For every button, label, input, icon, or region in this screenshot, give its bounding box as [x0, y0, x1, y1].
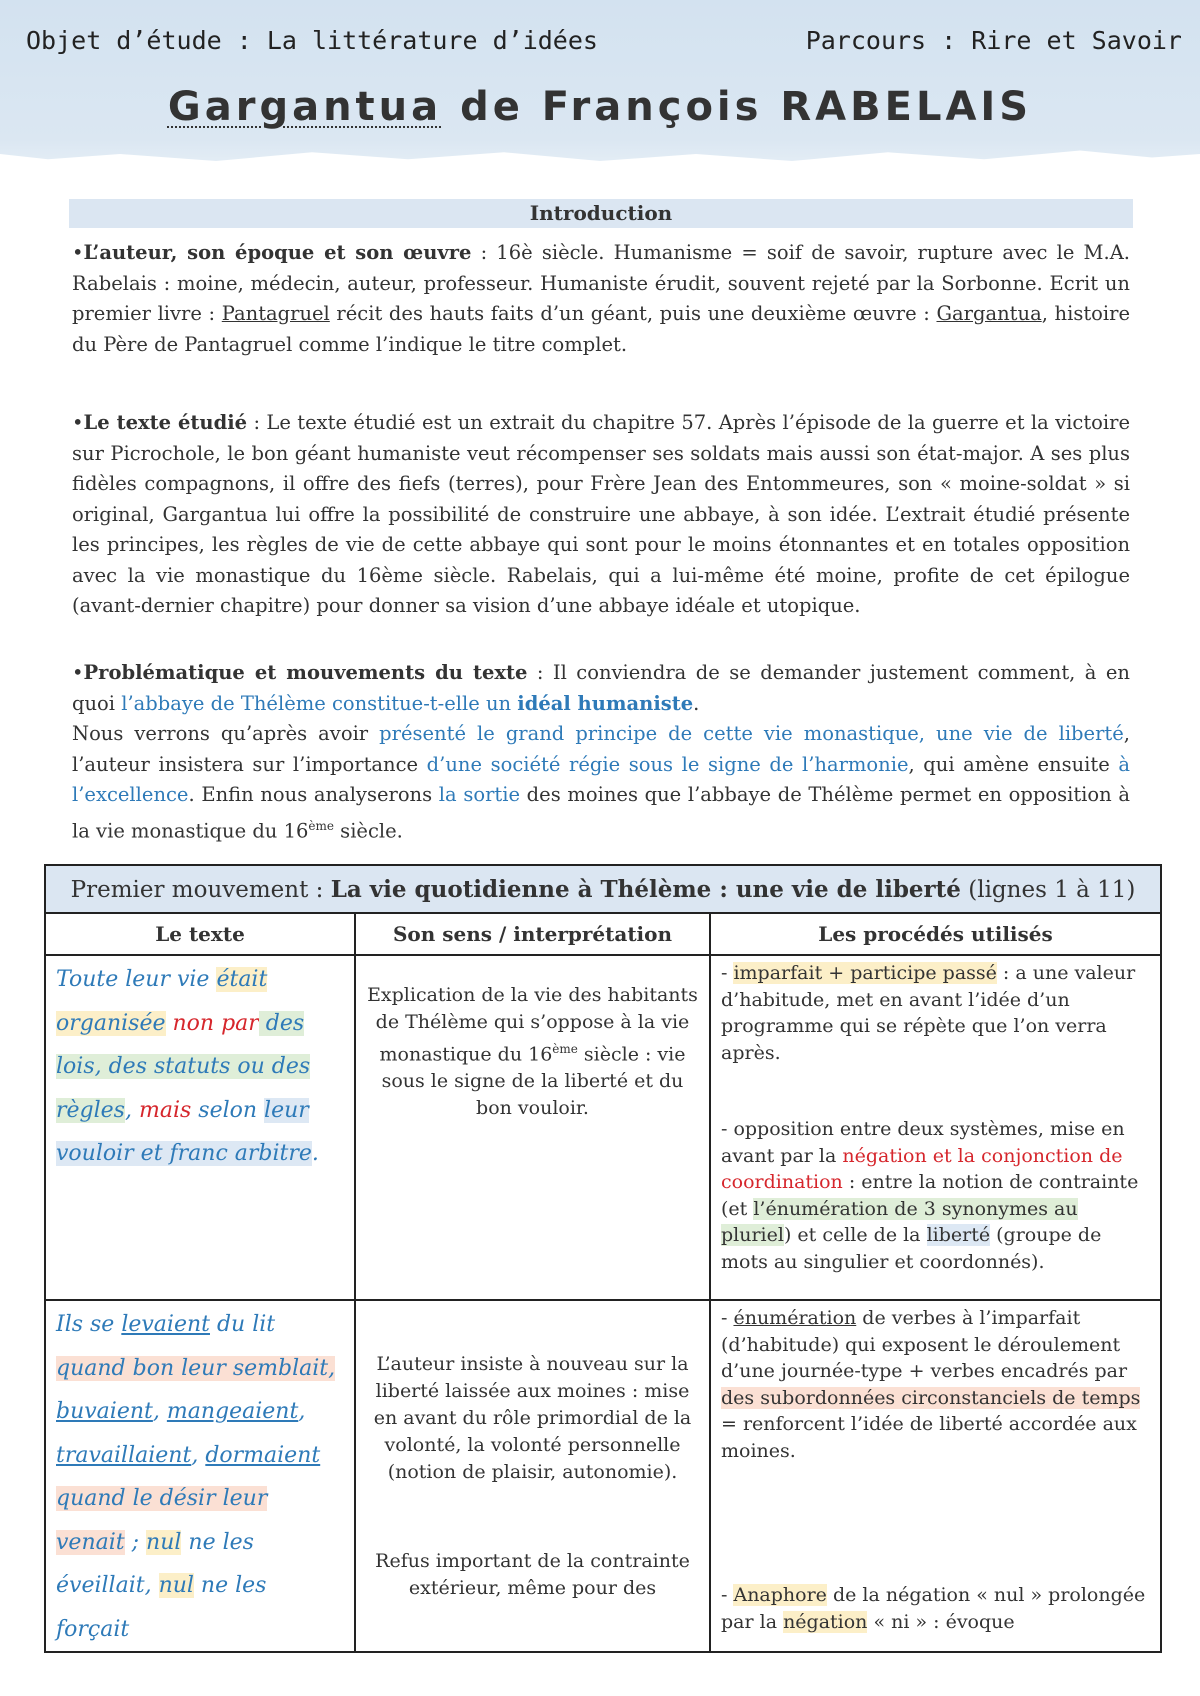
t2r: nul	[158, 1573, 194, 1598]
t2b: levaient	[121, 1312, 210, 1337]
t1e: non par	[172, 1010, 259, 1036]
text-heading: Le texte étudié	[83, 411, 248, 434]
title-author: de François RABELAIS	[460, 84, 1033, 130]
table-row	[45, 1300, 1161, 1652]
t2f: ,	[152, 1399, 167, 1424]
author-text-1: : 16è siècle. Humanisme = soif de savoir, rupture avec le M.A. Rabelais : moine, médecin, auteur, professeur. Humaniste érudit, souvent rejeté par la Sorbonne. Ecrit un premier livre :	[72, 241, 1130, 325]
r2-sens-2: Refus important de la contrainte extérieur, même pour des	[375, 1550, 690, 1599]
t1i: ,	[124, 1097, 139, 1123]
t1k: selon	[191, 1097, 265, 1123]
t1d	[166, 1011, 173, 1036]
t1l: leur	[264, 1097, 309, 1123]
column-header-procedes: Les procédés utilisés	[710, 913, 1161, 955]
problematique-paragraph: •Problématique et mouvements du texte : Il conviendra de se demander justement comment, à en quoi l’abbaye de Thélème constitue-t-elle un idéal humaniste. Nous verrons qu’après avoir présenté le grand principe de cette vie monastique, une vie de liberté, l’auteur insistera sur l’importance d’une société régie sous le signe de l’harmonie, qui amène ensuite à l’excellence. Enfin nous analyserons la sortie des moines que l’abbaye de Thélème permet en opposition à la vie monastique du 16ème siècle.	[72, 661, 1130, 842]
t2n: ;	[124, 1529, 147, 1555]
book-gargantua: Gargantua	[936, 302, 1042, 325]
p1h: ) et celle de la	[783, 1224, 927, 1246]
table-row	[45, 955, 1161, 1300]
caption-lines: (lignes 1 à 11)	[960, 876, 1136, 903]
t2p: ne les	[181, 1529, 254, 1555]
p2f: -	[721, 1584, 734, 1606]
t2i: travaillaient	[56, 1442, 192, 1468]
p2c: de verbes à l’imparfait (d’habitude) qui exposent le déroulement d’une journée-type + verbes encadrés par	[721, 1307, 1128, 1382]
p2a: -	[721, 1307, 734, 1329]
prob-text-4: , l’auteur insistera sur l’importance	[72, 722, 1130, 776]
title-work: Gargantua	[167, 84, 443, 130]
row2-text	[45, 1300, 355, 1652]
prob-text-1: : Il conviendra de se demander justement comment, à en quoi	[72, 661, 1130, 715]
p1c: : a une valeur d’habitude, met en avant l’idée d’un programme qui se répète que l’on verra après.	[721, 962, 1136, 1064]
t2h: ,	[298, 1399, 306, 1424]
prob-text-2: .	[693, 691, 700, 715]
r1-sens-sup: ème	[552, 1042, 578, 1056]
t2d: quand bon leur semblait,	[56, 1355, 336, 1381]
prob-ideal: idéal humaniste	[517, 691, 694, 715]
t1f: des	[258, 1010, 305, 1036]
p1f: : entre la notion de contrainte (et	[721, 1171, 1139, 1220]
r2-sens-1: L’auteur insiste à nouveau sur la liberté laissée aux moines : mise en avant du rôle primordial de la volonté, la volonté personnelle (notion de plaisir, autonomie).	[373, 1353, 692, 1483]
p2b: énumération	[733, 1307, 857, 1329]
prob-blue-2: présenté le grand principe de cette vie monastique, une vie de liberté	[379, 722, 1124, 745]
study-object: Objet d’étude : La littérature d’idées	[26, 26, 598, 55]
t1m: vouloir et franc arbitre	[56, 1141, 312, 1166]
column-header-sens: Son sens / interprétation	[355, 913, 710, 955]
p1i: liberté	[926, 1224, 991, 1246]
p1b: imparfait + participe passé	[733, 962, 997, 984]
column-header-text: Le texte	[45, 913, 355, 955]
introduction-heading: Introduction	[69, 199, 1133, 228]
p2i: négation	[783, 1610, 868, 1633]
t2c: du lit	[209, 1312, 276, 1337]
text-paragraph: •Le texte étudié : Le texte étudié est un extrait du chapitre 57. Après l’épisode de la guerre et la victoire sur Picrochole, le bon géant humaniste veut récompenser ses soldats mais aussi son état-major. A ses plus fidèles compagnons, il offre des fiefs (terres), pour Frère Jean des Entommeures, son « moine-soldat » si original, Gargantua lui offre la possibilité de construire une abbaye, à son idée. L’extrait étudié présente les principes, les règles de vie de cette abbaye qui sont pour le moins étonnantes et en totales opposition avec la vie monastique du 16ème siècle. Rabelais, qui a lui-même été moine, profite de cet épilogue (avant-dernier chapitre) pour donner sa vision d’une abbaye idéale et utopique.	[72, 411, 1130, 617]
t1j: mais	[138, 1097, 192, 1123]
text-body: : Le texte étudié est un extrait du chapitre 57. Après l’épisode de la guerre et la victoire sur Picrochole, le bon géant humaniste veut récompenser ses soldats mais aussi son état-major. A ses plus fidèles compagnons, il offre des fiefs (terres), pour Frère Jean des Entommeures, son « moine-soldat » si original, Gargantua lui offre la possibilité de construire une abbaye, à son idée. L’extrait étudié présente les principes, les règles de vie de cette abbaye qui sont pour le moins étonnantes et en totales opposition avec la vie monastique du 16ème siècle. Rabelais, qui a lui-même été moine, profite de cet épilogue (avant-dernier chapitre) pour donner sa vision d’une abbaye idéale et utopique.	[72, 411, 1130, 617]
p2g: Anaphore	[733, 1584, 827, 1606]
row1-text	[45, 955, 355, 1300]
author-heading: L’auteur, son époque et son œuvre	[83, 241, 472, 264]
t2s: ne les forçait	[56, 1573, 267, 1642]
author-paragraph: •L’auteur, son époque et son œuvre : 16è siècle. Humanisme = soif de savoir, rupture avec le M.A. Rabelais : moine, médecin, auteur, professeur. Humaniste érudit, souvent rejeté par la Sorbonne. Ecrit un premier livre : Pantagruel récit des hauts faits d’un géant, puis une deuxième œuvre : Gargantua, histoire du Père de Pantagruel comme l’indique le titre complet.	[72, 241, 1131, 356]
p1e: négation et la conjonction de coordination	[721, 1144, 1123, 1193]
prob-blue-4: à l’excellence	[72, 752, 1130, 806]
p2j: « ni » : évoque	[867, 1610, 1015, 1633]
t2q: éveillait,	[56, 1573, 159, 1598]
caption-title: La vie quotidienne à Thélème : une vie de liberté	[330, 875, 961, 903]
author-text-2: récit des hauts faits d’un géant, puis une deuxième œuvre :	[329, 302, 937, 325]
prob-blue-5: la sortie	[438, 783, 521, 806]
row2-sens	[355, 1300, 710, 1652]
r1-sens-2: siècle : vie sous le signe de la liberté et du bon vouloir.	[381, 1043, 686, 1120]
r1-sens-1: Explication de la vie des habitants de Thélème qui s’oppose à la vie monastique du 16	[367, 984, 698, 1066]
p2d: des subordonnées circonstanciels de temps	[721, 1386, 1141, 1409]
t2a: Ils se	[56, 1312, 122, 1337]
t2m: venait	[56, 1529, 125, 1555]
t2k: dormaient	[205, 1442, 321, 1468]
t1b: était	[216, 967, 268, 992]
caption-pre: Premier mouvement :	[70, 876, 331, 903]
prob-heading: Problématique et mouvements du texte	[83, 661, 528, 684]
t2e: buvaient	[56, 1399, 153, 1424]
p1j: (groupe de mots au singulier et coordonnés).	[721, 1224, 1102, 1273]
prob-text-6: . Enfin nous analyserons	[188, 783, 439, 806]
row1-procedes	[710, 955, 1161, 1300]
book-pantagruel: Pantagruel	[221, 302, 330, 325]
t1n: .	[311, 1141, 319, 1166]
prob-text-7: des moines que l’abbaye de Thélème permet en opposition à la vie monastique du 16	[72, 783, 1130, 842]
t1h: règles	[56, 1097, 125, 1123]
p1g: l’énumération de 3 synonymes au pluriel	[721, 1197, 1078, 1246]
t2l: quand le désir leur	[56, 1486, 268, 1511]
prob-text-3: Nous verrons qu’après avoir	[72, 722, 380, 745]
prob-text-8: siècle.	[333, 819, 403, 842]
prob-sup: ème	[308, 818, 334, 833]
t2j: ,	[191, 1442, 206, 1468]
p1a: -	[721, 962, 734, 984]
prob-blue-1: l’abbaye de Thélème constitue-t-elle un	[121, 691, 518, 715]
parcours: Parcours : Rire et Savoir	[805, 26, 1182, 55]
t2o: nul	[146, 1529, 182, 1555]
row2-procedes	[710, 1300, 1161, 1652]
t2g: mangeaient	[166, 1399, 299, 1424]
prob-blue-3: d’une société régie sous le signe de l’harmonie	[426, 752, 909, 776]
t1a: Toute leur vie	[56, 967, 217, 992]
page-title	[0, 84, 1200, 130]
t1g: lois, des statuts ou des	[56, 1054, 311, 1079]
p2e: = renforcent l’idée de liberté accordée aux moines.	[721, 1413, 1137, 1462]
prob-text-5: , qui amène ensuite	[908, 752, 1119, 776]
analysis-table	[44, 864, 1162, 1653]
author-text-3: , histoire du Père de Pantagruel comme l’indique le titre complet.	[72, 302, 1131, 356]
p1d: - opposition entre deux systèmes, mise en avant par la	[721, 1118, 1125, 1167]
t1c: organisée	[56, 1010, 166, 1036]
row1-sens	[355, 955, 710, 1300]
p2h: de la négation « nul » prolongée par la	[721, 1584, 1146, 1633]
table-caption	[45, 865, 1161, 913]
